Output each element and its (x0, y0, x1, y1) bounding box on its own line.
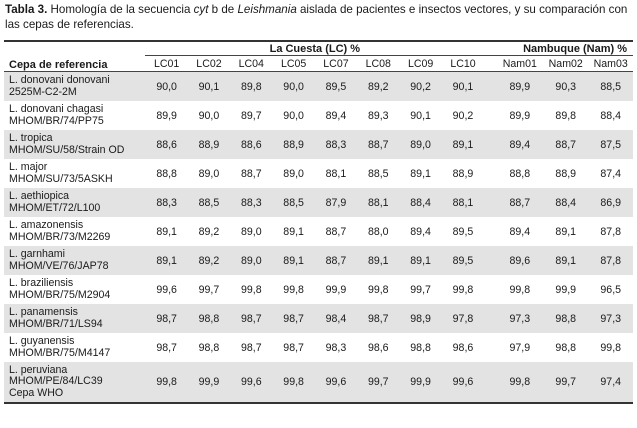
strain-line2: MHOM/ET/72/L100 (9, 201, 101, 214)
homology-value: 99,8 (145, 362, 187, 403)
homology-value: 88,3 (315, 130, 357, 159)
col-header: LC07 (315, 56, 357, 72)
homology-value: 88,6 (230, 130, 272, 159)
table-row (4, 188, 633, 217)
homology-value: 98,6 (367, 341, 389, 354)
col-gap (484, 159, 496, 188)
homology-value: 88,4 (399, 188, 441, 217)
homology-value: 99,7 (410, 283, 431, 296)
homology-value: 89,7 (240, 109, 262, 122)
homology-value: 88,5 (188, 188, 230, 217)
homology-value: 88,8 (509, 167, 531, 180)
homology-value: 99,8 (600, 341, 622, 354)
homology-value: 88,9 (452, 167, 474, 180)
group-la-cuesta: La Cuesta (LC) % (145, 41, 484, 56)
group-header-row (4, 41, 633, 56)
table-row (4, 304, 633, 333)
homology-value: 90,2 (399, 72, 441, 102)
col-gap (484, 333, 496, 362)
col-gap (484, 101, 496, 130)
homology-value: 89,2 (357, 72, 399, 102)
strain-line2: MHOM/BR/75/M2904 (9, 288, 111, 301)
homology-value: 88,5 (272, 188, 314, 217)
table-row (4, 72, 633, 102)
homology-value: 98,7 (272, 304, 314, 333)
homology-value: 98,8 (188, 304, 230, 333)
table-row (4, 101, 633, 130)
homology-value: 97,4 (588, 362, 633, 403)
homology-value: 88,5 (367, 167, 389, 180)
col-header: LC04 (230, 56, 272, 72)
col-gap (484, 217, 496, 246)
table-row (4, 246, 633, 275)
homology-value: 98,7 (145, 304, 187, 333)
caption-text-b: b de (208, 3, 238, 16)
table-caption (5, 3, 633, 32)
homology-value: 89,4 (509, 225, 531, 238)
reference-strain (4, 217, 145, 246)
homology-value: 88,7 (543, 130, 588, 159)
homology-value: 89,1 (357, 246, 399, 275)
strain-line1: L. major (9, 161, 48, 174)
strain-line3: Cepa WHO (9, 386, 64, 399)
homology-value: 89,0 (230, 246, 272, 275)
homology-value: 99,7 (357, 362, 399, 403)
reference-strain (4, 159, 145, 188)
homology-value: 88,1 (442, 188, 484, 217)
strain-line1: L. garnhami (9, 248, 65, 261)
caption-cyt: cyt (193, 3, 209, 16)
homology-value: 89,1 (399, 246, 441, 275)
homology-value: 89,1 (442, 130, 484, 159)
strain-line1: L. braziliensis (9, 277, 74, 290)
col-header: LC02 (188, 56, 230, 72)
homology-value: 98,8 (555, 341, 577, 354)
reference-strain (4, 72, 145, 102)
homology-value: 89,5 (315, 72, 357, 102)
caption-label: Tabla 3. (5, 3, 48, 16)
homology-value: 89,4 (410, 225, 431, 238)
homology-value: 89,9 (509, 109, 531, 122)
col-header: LC01 (145, 56, 187, 72)
homology-value: 89,0 (240, 225, 262, 238)
homology-value: 99,9 (399, 362, 441, 403)
group-gap (484, 41, 496, 56)
strain-line1: L. panamensis (9, 306, 78, 319)
homology-value: 90,1 (442, 72, 484, 102)
homology-value: 98,7 (156, 341, 177, 354)
homology-value: 87,5 (588, 130, 633, 159)
col-header: LC09 (399, 56, 441, 72)
homology-value: 99,6 (156, 283, 177, 296)
homology-table (4, 40, 633, 404)
homology-value: 98,4 (315, 304, 357, 333)
homology-value: 88,8 (156, 167, 177, 180)
homology-value: 90,0 (283, 109, 304, 122)
homology-value: 89,4 (325, 109, 347, 122)
homology-value: 96,5 (600, 283, 622, 296)
col-gap (484, 72, 496, 102)
homology-value: 87,8 (588, 246, 633, 275)
homology-value: 88,4 (600, 109, 622, 122)
homology-value: 89,1 (272, 246, 314, 275)
strain-line2: MHOM/VE/76/JAP78 (9, 259, 109, 272)
homology-value: 89,8 (555, 109, 577, 122)
homology-value: 99,8 (367, 283, 389, 296)
strain-line2: 2525M-C2-2M (9, 85, 77, 98)
homology-value: 99,8 (509, 283, 531, 296)
homology-value: 89,1 (156, 225, 177, 238)
reference-strain (4, 188, 145, 217)
homology-value: 87,4 (600, 167, 622, 180)
homology-value: 89,3 (367, 109, 389, 122)
homology-value: 89,5 (442, 246, 484, 275)
strain-line1: L. peruviana (9, 363, 68, 376)
homology-value: 89,1 (145, 246, 187, 275)
strain-line1: L. guyanensis (9, 335, 75, 348)
col-header: Nam01 (497, 56, 543, 72)
homology-value: 89,2 (198, 225, 220, 238)
strain-line2: MHOM/BR/73/M2269 (9, 230, 111, 243)
homology-value: 98,9 (399, 304, 441, 333)
homology-value: 88,7 (240, 167, 262, 180)
strain-line1: L. donovani chagasi (9, 103, 104, 116)
homology-value: 90,3 (543, 72, 588, 102)
homology-value: 98,3 (325, 341, 347, 354)
homology-value: 90,2 (452, 109, 474, 122)
homology-value: 99,9 (188, 362, 230, 403)
homology-value: 90,1 (188, 72, 230, 102)
homology-value: 89,2 (188, 246, 230, 275)
homology-value: 99,7 (198, 283, 220, 296)
col-gap (484, 56, 496, 72)
homology-value: 99,8 (452, 283, 474, 296)
col-gap (484, 275, 496, 304)
col-header: LC10 (442, 56, 484, 72)
col-header: Nam02 (543, 56, 588, 72)
homology-value: 87,9 (315, 188, 357, 217)
homology-value: 86,9 (588, 188, 633, 217)
homology-value: 88,7 (497, 188, 543, 217)
homology-value: 88,1 (357, 188, 399, 217)
homology-value: 90,1 (410, 109, 431, 122)
col-gap (484, 304, 496, 333)
homology-value: 99,8 (283, 283, 304, 296)
table-row (4, 217, 633, 246)
strain-line2: MHOM/PE/84/LC39 (9, 375, 103, 388)
homology-value: 99,9 (555, 283, 577, 296)
homology-value: 89,0 (399, 130, 441, 159)
homology-value: 89,9 (156, 109, 177, 122)
table-row (4, 362, 633, 403)
reference-strain (4, 275, 145, 304)
homology-value: 88,7 (315, 246, 357, 275)
group-nambuque: Nambuque (Nam) % (497, 41, 633, 56)
reference-strain (4, 304, 145, 333)
strain-line2: MHOM/BR/75/M4147 (9, 346, 111, 359)
col-gap (484, 188, 496, 217)
homology-value: 88,5 (588, 72, 633, 102)
homology-value: 99,6 (315, 362, 357, 403)
homology-value: 97,8 (442, 304, 484, 333)
homology-value: 98,7 (357, 304, 399, 333)
homology-value: 90,0 (145, 72, 187, 102)
homology-value: 88,1 (325, 167, 347, 180)
homology-value: 98,6 (452, 341, 474, 354)
table-row (4, 130, 633, 159)
homology-value: 88,6 (145, 130, 187, 159)
homology-value: 89,1 (543, 246, 588, 275)
homology-value: 89,8 (230, 72, 272, 102)
strain-line2: MHOM/SU/73/5ASKH (9, 172, 113, 185)
reference-strain (4, 362, 145, 403)
homology-value: 89,1 (410, 167, 431, 180)
strain-line1: L. tropica (9, 132, 53, 145)
homology-value: 89,4 (497, 130, 543, 159)
homology-value: 88,4 (543, 188, 588, 217)
homology-value: 99,6 (230, 362, 272, 403)
homology-value: 99,6 (442, 362, 484, 403)
col-gap (484, 130, 496, 159)
homology-value: 98,8 (410, 341, 431, 354)
homology-value: 98,7 (240, 341, 262, 354)
homology-value: 99,8 (497, 362, 543, 403)
col-gap (484, 362, 496, 403)
homology-value: 98,8 (198, 341, 220, 354)
homology-value: 89,1 (555, 225, 577, 238)
strain-line1: L. aethiopica (9, 190, 70, 203)
caption-leishmania: Leishmania (237, 3, 297, 16)
col-header: Nam03 (588, 56, 633, 72)
reference-strain (4, 246, 145, 275)
homology-value: 87,8 (600, 225, 622, 238)
homology-value: 88,0 (367, 225, 389, 238)
table-row (4, 333, 633, 362)
homology-value: 89,0 (198, 167, 220, 180)
strain-line1: L. amazonensis (9, 219, 84, 232)
reference-strain (4, 130, 145, 159)
strain-line1: L. donovani donovani (9, 74, 110, 87)
homology-value: 98,7 (230, 304, 272, 333)
homology-value: 97,9 (509, 341, 531, 354)
homology-value: 90,0 (272, 72, 314, 102)
homology-value: 98,7 (283, 341, 304, 354)
homology-value: 88,7 (325, 225, 347, 238)
col-gap (484, 246, 496, 275)
homology-value: 88,9 (272, 130, 314, 159)
cepa-header: Cepa de referencia (4, 41, 145, 72)
homology-value: 99,7 (543, 362, 588, 403)
homology-value: 89,6 (497, 246, 543, 275)
homology-value: 97,3 (497, 304, 543, 333)
strain-line2: MHOM/BR/71/LS94 (9, 317, 103, 330)
reference-strain (4, 333, 145, 362)
homology-value: 99,9 (325, 283, 347, 296)
homology-value: 89,1 (283, 225, 304, 238)
homology-value: 88,9 (188, 130, 230, 159)
strain-line2: MHOM/SU/58/Strain OD (9, 143, 125, 156)
homology-value: 88,3 (230, 188, 272, 217)
reference-strain (4, 101, 145, 130)
caption-text-c: aislada de pacientes e insectos vectores, y su comparación con las cepas de referencias. (5, 3, 628, 31)
homology-value: 99,8 (240, 283, 262, 296)
homology-value: 97,3 (588, 304, 633, 333)
homology-value: 88,3 (145, 188, 187, 217)
table-row (4, 159, 633, 188)
homology-value: 99,8 (272, 362, 314, 403)
homology-value: 98,8 (543, 304, 588, 333)
homology-value: 89,0 (283, 167, 304, 180)
homology-value: 89,9 (497, 72, 543, 102)
col-header: LC05 (272, 56, 314, 72)
table-row (4, 275, 633, 304)
col-header: LC08 (357, 56, 399, 72)
homology-value: 90,0 (198, 109, 220, 122)
homology-value: 89,5 (452, 225, 474, 238)
strain-line2: MHOM/BR/74/PP75 (9, 114, 104, 127)
homology-value: 88,9 (555, 167, 577, 180)
homology-value: 88,7 (357, 130, 399, 159)
caption-text-a: Homología de la secuencia (47, 3, 194, 16)
